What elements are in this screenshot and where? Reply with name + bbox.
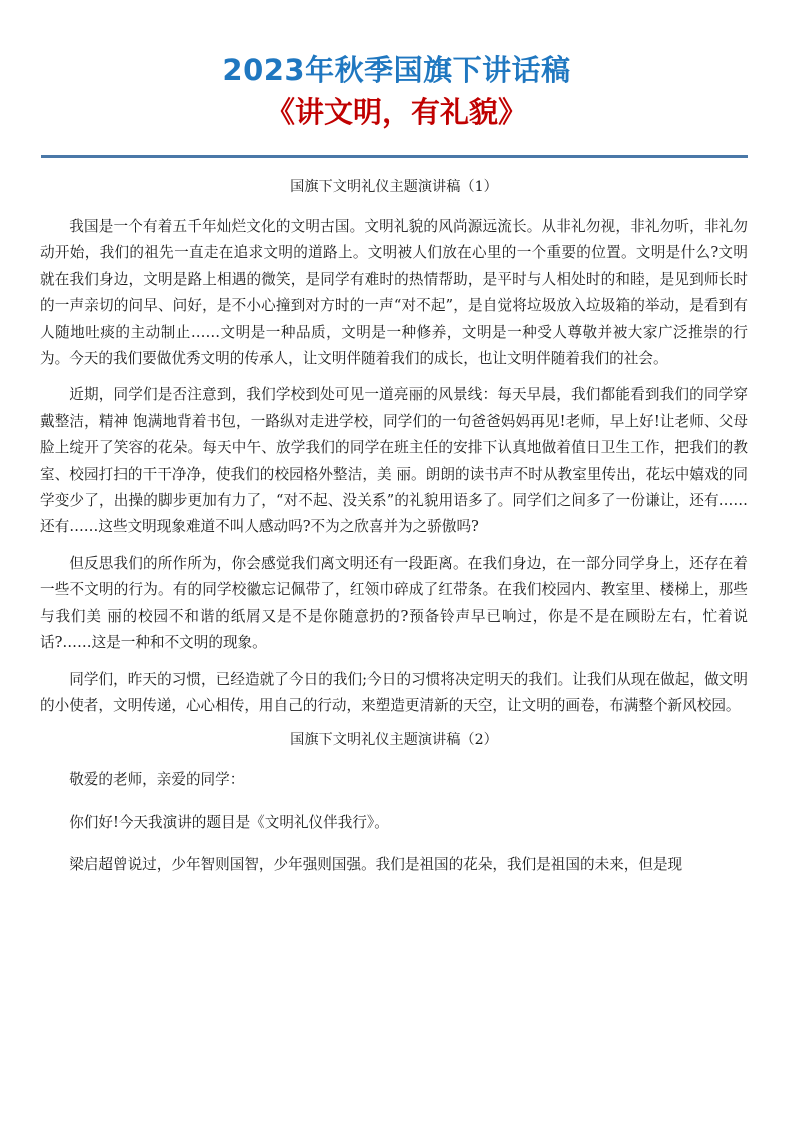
paragraph: 近期，同学们是否注意到，我们学校到处可见一道亮丽的风景线：每天早晨，我们都能看到我们的同学穿戴整洁，精神 饱满地背着书包，一路纵对走进学校，同学们的一句爸爸妈妈再见!老师，早上好!让老师、父母脸上绽开了笑容的花朵。每天中午、放学我们的同学在班主任的安排下认真地做着值日卫生工作，把我们的教室、校园打扫的干干净净，使我们的校园格外整洁，美 丽。朗朗的读书声不时从教室里传出，花坛中嬉戏的同学变少了，出操的脚步更加有力了，“对不起、没关系”的礼貌用语多了。同学们之间多了一份谦让，还有……还有……这些文明现象难道不叫人感动吗?不为之欣喜并为之骄傲吗? <box>40 386 748 536</box>
paragraph: 我国是一个有着五千年灿烂文化的文明古国。文明礼貌的风尚源远流长。从非礼勿视，非礼勿听，非礼勿动开始，我们的祖先一直走在追求文明的道路上。文明被人们放在心里的一个重要的位置。文明是什么?文明就在我们身边，文明是路上相遇的微笑，是同学有难时的热情帮助，是平时与人相处时的和睦，是见到师长时的一声亲切的问早、问好，是不小心撞到对方时的一声“对不起”，是自觉将垃圾放入垃圾箱的举动，是看到有人随地吐痰的主动制止……文明是一种品质，文明是一种修养，文明是一种受人尊敬并被大家广泛推崇的行为。今天的我们要做优秀文明的传承人，让文明伴随着我们的成长，也让文明伴随着我们的社会。 <box>40 218 748 368</box>
document-body <box>40 176 748 895</box>
section-heading-2: 国旗下文明礼仪主题演讲稿（2） <box>290 732 498 749</box>
document-subtitle: 《讲文明，有礼貌》 <box>265 95 527 129</box>
paragraph: 你们好!今天我演讲的题目是《文明礼仪伴我行》。 <box>69 813 389 831</box>
salutation: 敬爱的老师，亲爱的同学： <box>69 771 245 789</box>
paragraph: 梁启超曾说过，少年智则国智，少年强则国强。我们是祖国的花朵，我们是祖国的未来，但是现 <box>69 856 683 874</box>
title-divider <box>41 155 748 158</box>
paragraph: 但反思我们的所作所为，你会感觉我们离文明还有一段距离。在我们身边，在一部分同学身上，还存在着一些不文明的行为。有的同学校徽忘记佩带了，红领巾碎成了红带条。在我们校园内、教室里、楼梯上，那些与我们美 丽的校园不和谐的纸屑又是不是你随意扔的?预备铃声早已响过，你是不是在顾盼左右，忙着说话?……这是一种和不文明的现象。 <box>40 554 748 652</box>
document-title: 2023年秋季国旗下讲话稿 <box>222 53 571 87</box>
section-heading-1: 国旗下文明礼仪主题演讲稿（1） <box>290 179 498 195</box>
paragraph: 同学们，昨天的习惯，已经造就了今日的我们;今日的习惯将决定明天的我们。让我们从现在做起，做文明的小使者，文明传递，心心相传，用自己的行动，来塑造更清新的天空，让文明的画卷，布满整个新风校园。 <box>40 670 748 714</box>
